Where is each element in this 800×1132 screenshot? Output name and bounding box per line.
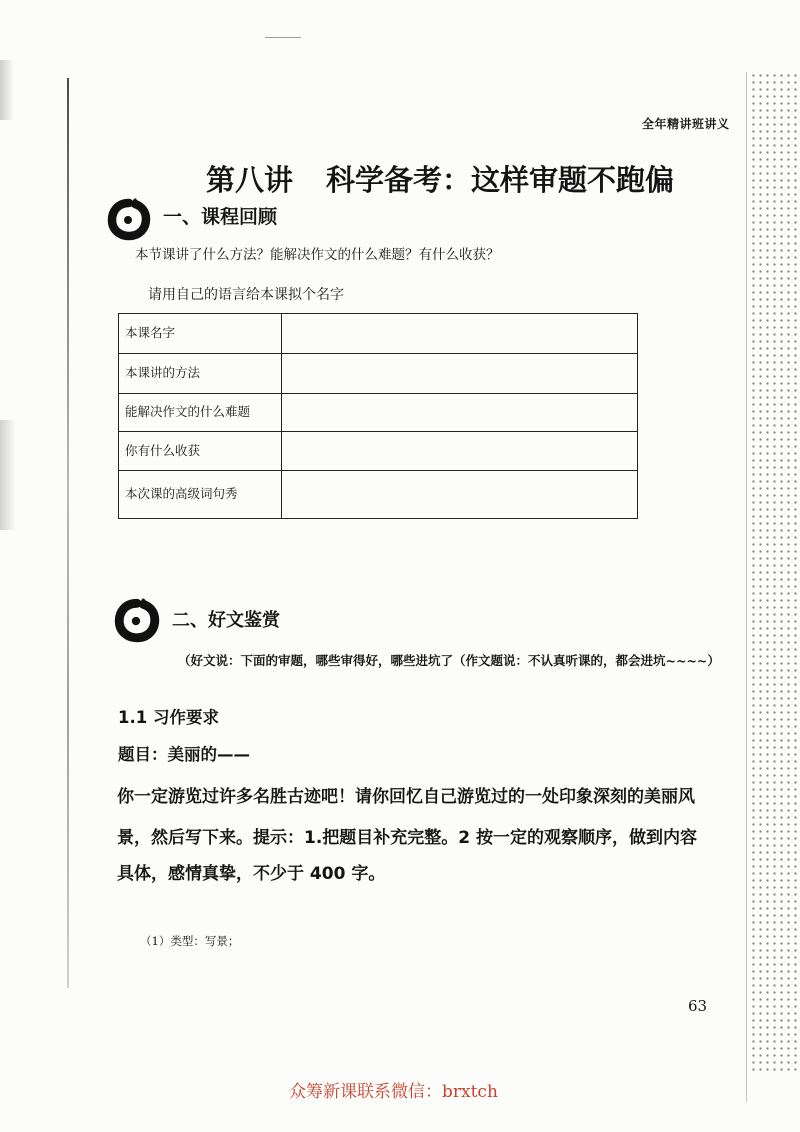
course-review-table [118,313,638,519]
table-row-label: 本课名字 [119,314,282,354]
brush-circle-icon [107,197,151,241]
essay-prompt-line: 你一定游览过许多名胜古迹吧！请你回忆自己游览过的一处印象深刻的美丽风 [117,787,695,807]
scan-edge-shadow [0,420,16,530]
footer-watermark: 众筹新课联系微信：brxtch [289,1082,498,1102]
scan-edge-shadow [0,60,14,120]
section-heading-review: 一、课程回顾 [163,206,278,228]
answer-cell [282,314,638,354]
table-row [119,432,638,471]
lecture-number: 第八讲 [206,163,294,197]
answer-cell [282,471,638,519]
review-question: 本节课讲了什么方法？能解决作文的什么难题？有什么收获？ [135,247,500,263]
essay-prompt-line: 具体，感情真挚，不少于 400 字。 [117,864,386,884]
table-row [119,471,638,519]
running-header: 全年精讲班讲义 [642,117,730,131]
lecture-title: 科学备考：这样审题不跑偏 [326,163,675,197]
essay-topic: 题目：美丽的—— [118,745,250,764]
table-row [119,314,638,354]
brush-circle-icon [114,597,160,643]
table-row-label: 本课讲的方法 [119,354,282,394]
page-number: 63 [688,997,708,1015]
answer-cell [282,394,638,432]
section-note: （好文说：下面的审题，哪些审得好，哪些进坑了（作文题说：不认真听课的，都会进坑~~~~） [178,653,720,668]
section-heading-appreciation: 二、好文鉴赏 [172,610,280,631]
table-row-label: 你有什么收获 [119,432,282,471]
binding-dot-strip [750,72,800,1072]
table-row-label: 本次课的高级词句秀 [119,471,282,519]
answer-cell [282,432,638,471]
analysis-item: （1）类型：写景； [140,934,240,948]
table-row [119,354,638,394]
scan-mark [265,37,301,38]
naming-instruction: 请用自己的语言给本课拟个名字 [148,287,344,303]
table-row-label: 能解决作文的什么难题 [119,394,282,432]
answer-cell [282,354,638,394]
essay-prompt-line: 景，然后写下来。提示：1.把题目补充完整。2 按一定的观察顺序，做到内容 [117,828,698,848]
table-row [119,394,638,432]
subsection-heading: 1.1 习作要求 [118,708,219,727]
left-margin-line [67,78,69,988]
right-margin-line [746,72,747,1102]
